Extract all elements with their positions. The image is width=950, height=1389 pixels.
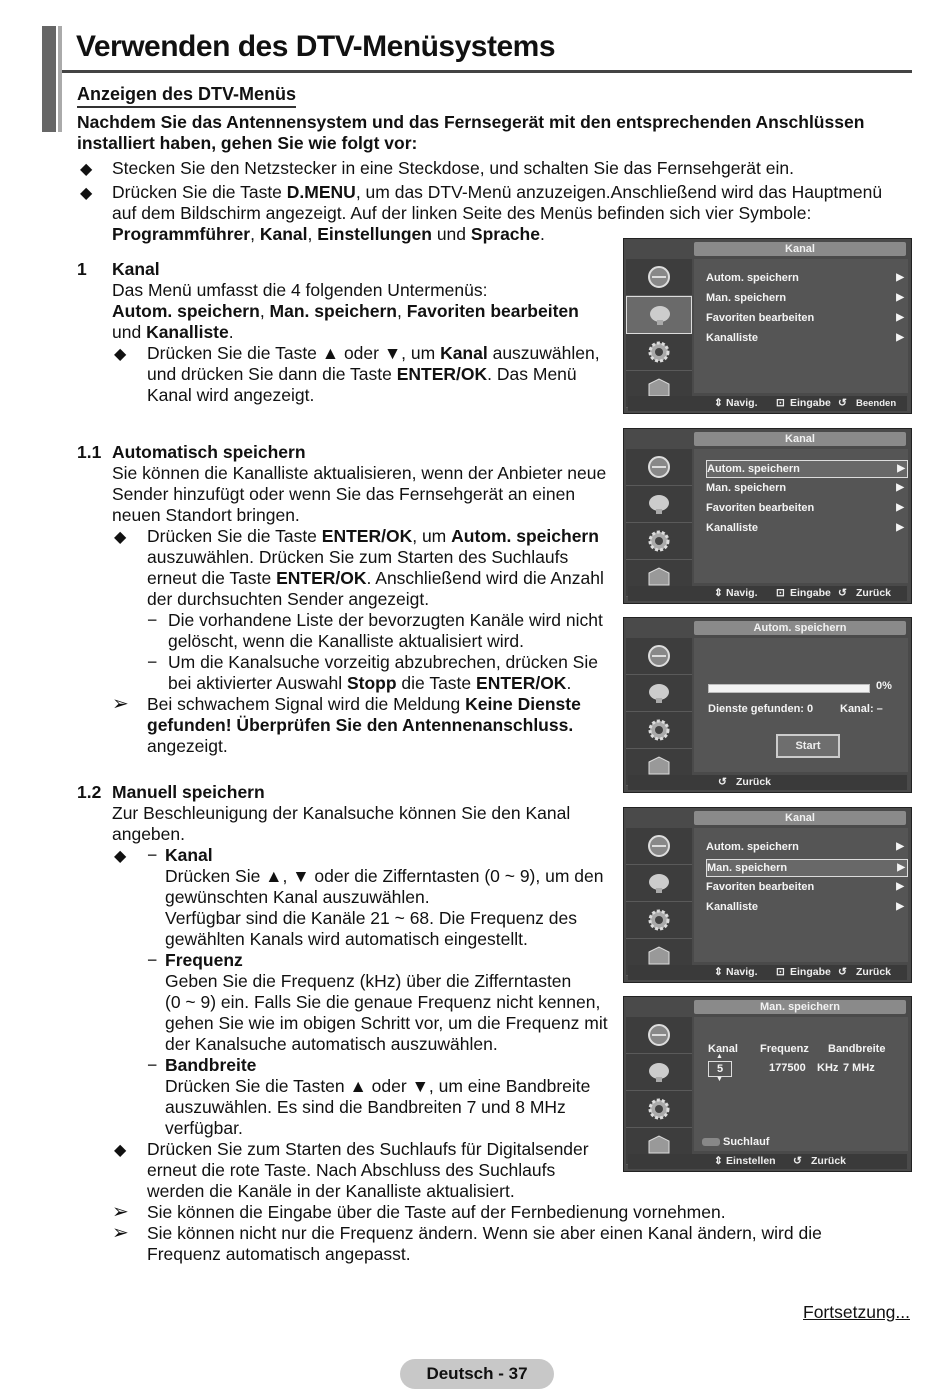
- bullet-icon: ◆: [114, 848, 127, 865]
- bullet-text: Programmführer, Kanal, Einstellungen und Sprache.: [112, 224, 545, 244]
- dash-icon: −: [147, 950, 158, 970]
- tip-text: gefunden! Überprüfen Sie den Antennenanschluss.: [147, 715, 574, 735]
- menu-item-favoriten: Favoriten bearbeiten ▶: [706, 881, 904, 893]
- menu-panel: [694, 1017, 908, 1151]
- intro-line-2: installiert haben, gehen Sie wie folgt vor:: [77, 133, 418, 153]
- channel-icon: [626, 675, 692, 712]
- guide-icon: [626, 1017, 692, 1054]
- arrow-right-icon: ▶: [896, 332, 904, 343]
- body-text: neuen Standort bringen.: [112, 505, 300, 525]
- note-text: bei aktivierter Auswahl Stopp die Taste ENTER/OK.: [168, 673, 572, 693]
- frequenz-unit: KHz: [817, 1062, 839, 1074]
- section-heading: Manuell speichern: [112, 782, 265, 802]
- dash-icon: −: [147, 610, 158, 630]
- section-number: 1: [77, 259, 87, 279]
- menu-icon-column: [626, 828, 692, 976]
- menu-item-favoriten: Favoriten bearbeiten ▶: [706, 312, 904, 324]
- sub-heading: Frequenz: [165, 950, 243, 970]
- tip-text: angezeigt.: [147, 736, 228, 756]
- menu-footer: ⇕ Navig. ⊡ Eingabe ↺ Zurück: [628, 586, 907, 601]
- menu-icon-column: [626, 638, 692, 786]
- body-text: der Kanalsuche automatisch auszuwählen.: [165, 1034, 498, 1054]
- menu-title: Man. speichern: [694, 1000, 906, 1014]
- menu-title: Kanal: [694, 242, 906, 256]
- arrow-right-icon: ▶: [896, 482, 904, 493]
- tip-icon: ➢: [112, 693, 129, 715]
- red-button-icon: [702, 1138, 720, 1146]
- body-text: (0 ~ 9) ein. Falls Sie die genaue Frequenz nicht kennen,: [165, 992, 601, 1012]
- menu-title: Kanal: [694, 432, 906, 446]
- arrow-right-icon: ▶: [896, 841, 904, 852]
- channel-icon: [626, 1054, 692, 1091]
- bullet-icon: ◆: [114, 529, 127, 546]
- menu-item-autom-speichern: Autom. speichern ▶: [706, 272, 904, 284]
- menu-screenshot-kanal: [623, 238, 912, 414]
- settings-gear-icon: [626, 523, 692, 560]
- menu-item-man-speichern: Man. speichern ▶: [706, 482, 904, 494]
- menu-footer: ↺ Zurück: [628, 775, 907, 790]
- services-found: Dienste gefunden: 0: [708, 703, 814, 715]
- menu-item-autom-speichern: Autom. speichern ▶: [706, 841, 904, 853]
- tip-text: Bei schwachem Signal wird die Meldung Keine Dienste: [147, 694, 581, 714]
- section-heading: Automatisch speichern: [112, 442, 306, 462]
- arrow-right-icon: ▶: [896, 901, 904, 912]
- menu-item-man-speichern: Man. speichern ▶: [706, 859, 908, 877]
- menu-screenshot-kanal-man: [623, 807, 912, 983]
- channel-icon: [626, 486, 692, 523]
- up-arrow-icon: ▲: [716, 1053, 723, 1060]
- note-text: Die vorhandene Liste der bevorzugten Kanäle wird nicht: [168, 610, 603, 630]
- arrow-right-icon: ▶: [897, 862, 905, 873]
- bullet-text: Stecken Sie den Netzstecker in eine Steckdose, und schalten Sie das Fernsehgerät ein.: [112, 158, 794, 178]
- body-text: Zur Beschleunigung der Kanalsuche können Sie den Kanal: [112, 803, 571, 823]
- body-text: Geben Sie die Frequenz (kHz) über die Zifferntasten: [165, 971, 572, 991]
- navig-icon: ⇕: [714, 1155, 723, 1167]
- kanal-value-field: 5: [708, 1061, 732, 1077]
- tip-icon: ➢: [112, 1201, 129, 1223]
- channel-icon: [626, 865, 692, 902]
- channel-icon: [626, 296, 692, 334]
- note-text: gelöscht, wenn die Kanalliste aktualisiert wird.: [168, 631, 525, 651]
- section-subtitle: Anzeigen des DTV-Menüs: [77, 84, 296, 108]
- body-text: Drücken Sie die Taste ▲ oder ▼, um Kanal auszuwählen,: [147, 343, 600, 363]
- settings-gear-icon: [626, 712, 692, 749]
- body-text: erneut die rote Taste. Nach Abschluss des Suchlaufs: [147, 1160, 556, 1180]
- menu-screenshot-kanal-autom: [623, 428, 912, 604]
- body-text: gehen Sie wie im obigen Schritt vor, um die Frequenz mit: [165, 1013, 608, 1033]
- intro-line-1: Nachdem Sie das Antennensystem und das Fernsegerät mit den entsprechenden Anschlüssen: [77, 112, 865, 132]
- bandbreite-value: 7 MHz: [843, 1062, 875, 1074]
- header-bar: [42, 26, 56, 132]
- enter-icon: ⊡: [776, 587, 785, 599]
- body-text: Sender hinzufügt oder wenn Sie das Fernsehgerät an einen: [112, 484, 576, 504]
- section-number: 1.1: [77, 442, 102, 462]
- body-text: angeben.: [112, 824, 185, 844]
- dash-icon: −: [147, 845, 158, 865]
- bullet-text: Drücken Sie die Taste D.MENU, um das DTV-Menü anzuzeigen.Anschließend wird das Hauptmenü: [112, 182, 883, 202]
- menu-icon-column: [626, 449, 692, 597]
- arrow-right-icon: ▶: [896, 292, 904, 303]
- navig-icon: ⇕: [714, 966, 723, 978]
- body-text: Drücken Sie ▲, ▼ oder die Zifferntasten (0 ~ 9), um den: [165, 866, 604, 886]
- arrow-right-icon: ▶: [896, 522, 904, 533]
- body-text: auszuwählen. Es sind die Bandbreiten 7 und 8 MHz: [165, 1097, 566, 1117]
- body-text: erneut die Taste ENTER/OK. Anschließend wird die Anzahl: [147, 568, 604, 588]
- tip-icon: ➢: [112, 1222, 129, 1244]
- navig-icon: ⇕: [714, 587, 723, 599]
- return-icon: ↺: [718, 776, 727, 788]
- page-footer: Deutsch - 37: [400, 1359, 554, 1389]
- menu-screenshot-autom-speichern: [623, 617, 912, 793]
- bullet-icon: ◆: [80, 185, 93, 202]
- frequenz-value: 177500: [769, 1062, 806, 1074]
- progress-percent: 0%: [876, 680, 892, 692]
- arrow-right-icon: ▶: [897, 463, 905, 474]
- return-icon: ↺: [838, 397, 847, 409]
- progress-bar: [708, 684, 870, 693]
- body-text: Drücken Sie zum Starten des Suchlaufs für Digitalsender: [147, 1139, 589, 1159]
- sub-heading: Bandbreite: [165, 1055, 257, 1075]
- bullet-icon: ◆: [80, 161, 93, 178]
- menu-item-autom-speichern: Autom. speichern ▶: [706, 460, 908, 478]
- menu-footer: ⇕ Navig. ⊡ Eingabe ↺ Beenden: [628, 396, 907, 411]
- enter-icon: ⊡: [776, 966, 785, 978]
- sub-heading: Kanal: [165, 845, 213, 865]
- body-text: gewählten Kanals wird automatisch eingestellt.: [165, 929, 528, 949]
- current-channel: Kanal: –: [840, 703, 883, 715]
- menu-item-kanalliste: Kanalliste ▶: [706, 522, 904, 534]
- body-text: auszuwählen. Drücken Sie zum Starten des Suchlaufs: [147, 547, 569, 567]
- menu-footer: ⇕ Einstellen ↺ Zurück: [628, 1154, 907, 1169]
- header-bar-accent: [58, 26, 62, 132]
- start-button: Start: [776, 734, 840, 758]
- menu-item-favoriten: Favoriten bearbeiten ▶: [706, 502, 904, 514]
- note-text: Um die Kanalsuche vorzeitig abzubrechen, drücken Sie: [168, 652, 598, 672]
- arrow-right-icon: ▶: [896, 502, 904, 513]
- continuation-link: Fortsetzung...: [803, 1302, 910, 1322]
- menu-icon-column: [626, 1017, 692, 1165]
- column-header-kanal: Kanal: [708, 1043, 738, 1055]
- body-text: Autom. speichern, Man. speichern, Favoriten bearbeiten: [112, 301, 579, 321]
- menu-item-man-speichern: Man. speichern ▶: [706, 292, 904, 304]
- return-icon: ↺: [838, 587, 847, 599]
- guide-icon: [626, 638, 692, 675]
- dash-icon: −: [147, 1055, 158, 1075]
- menu-item-kanalliste: Kanalliste ▶: [706, 901, 904, 913]
- tip-text: Sie können die Eingabe über die Taste auf der Fernbedienung vornehmen.: [147, 1202, 726, 1222]
- menu-icon-column: [626, 259, 692, 408]
- page-title: Verwenden des DTV-Menüsystems: [76, 30, 556, 63]
- body-text: Drücken Sie die Taste ENTER/OK, um Autom. speichern: [147, 526, 599, 546]
- body-text: Verfügbar sind die Kanäle 21 ~ 68. Die Frequenz des: [165, 908, 578, 928]
- menu-item-kanalliste: Kanalliste ▶: [706, 332, 904, 344]
- body-text: Sie können die Kanalliste aktualisieren, wenn der Anbieter neue: [112, 463, 607, 483]
- body-text: der durchsuchten Sender angezeigt.: [147, 589, 430, 609]
- body-text: gewünschten Kanal auszuwählen.: [165, 887, 430, 907]
- menu-footer: ⇕ Navig. ⊡ Eingabe ↺ Zurück: [628, 965, 907, 980]
- body-text: Kanal wird angezeigt.: [147, 385, 315, 405]
- dash-icon: −: [147, 652, 158, 672]
- bullet-text: auf dem Bildschirm angezeigt. Auf der linken Seite des Menüs befinden sich vier Symbole:: [112, 203, 812, 223]
- column-header-bandbreite: Bandbreite: [828, 1043, 886, 1055]
- menu-title: Autom. speichern: [694, 621, 906, 635]
- arrow-right-icon: ▶: [896, 312, 904, 323]
- suchlauf-label: Suchlauf: [723, 1136, 770, 1148]
- settings-gear-icon: [626, 334, 692, 371]
- body-text: und drücken Sie dann die Taste ENTER/OK. Das Menü: [147, 364, 577, 384]
- section-number: 1.2: [77, 782, 102, 802]
- return-icon: ↺: [793, 1155, 802, 1167]
- guide-icon: [626, 449, 692, 486]
- column-header-frequenz: Frequenz: [760, 1043, 809, 1055]
- tip-text: Sie können nicht nur die Frequenz ändern. Wenn sie aber einen Kanal ändern, wird die: [147, 1223, 822, 1243]
- bullet-icon: ◆: [114, 1142, 127, 1159]
- settings-gear-icon: [626, 902, 692, 939]
- down-arrow-icon: ▼: [716, 1076, 723, 1083]
- body-text: Das Menü umfasst die 4 folgenden Untermenüs:: [112, 280, 488, 300]
- return-icon: ↺: [838, 966, 847, 978]
- enter-icon: ⊡: [776, 397, 785, 409]
- guide-icon: [626, 828, 692, 865]
- settings-gear-icon: [626, 1091, 692, 1128]
- body-text: verfügbar.: [165, 1118, 243, 1138]
- menu-screenshot-man-speichern: [623, 996, 912, 1172]
- tip-text: Frequenz automatisch angepasst.: [147, 1244, 411, 1264]
- arrow-right-icon: ▶: [896, 881, 904, 892]
- guide-icon: [626, 259, 692, 296]
- body-text: und Kanalliste.: [112, 322, 234, 342]
- navig-icon: ⇕: [714, 397, 723, 409]
- menu-title: Kanal: [694, 811, 906, 825]
- title-rule: [62, 70, 912, 73]
- body-text: Drücken Sie die Tasten ▲ oder ▼, um eine Bandbreite: [165, 1076, 591, 1096]
- bullet-icon: ◆: [114, 346, 127, 363]
- arrow-right-icon: ▶: [896, 272, 904, 283]
- body-text: werden die Kanäle in der Kanalliste aktualisiert.: [147, 1181, 515, 1201]
- section-heading: Kanal: [112, 259, 160, 279]
